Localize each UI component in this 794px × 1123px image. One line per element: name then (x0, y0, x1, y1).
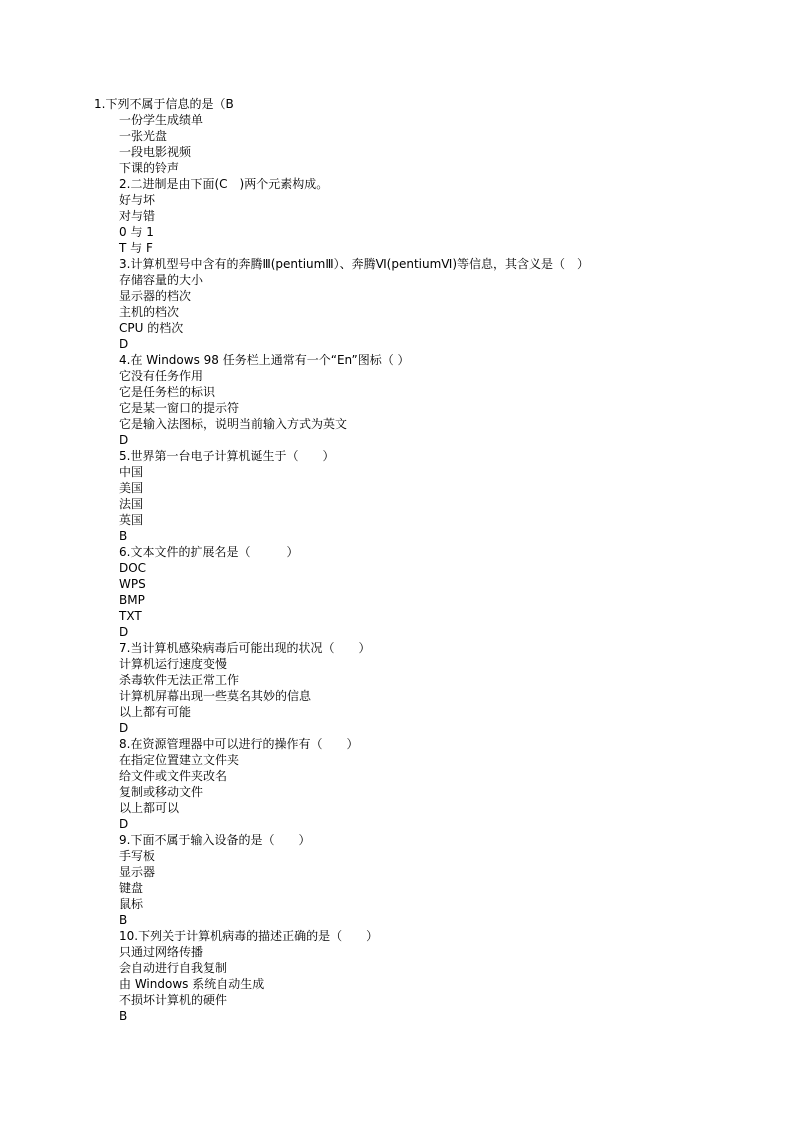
q4-option: 它没有任务作用 (119, 369, 204, 383)
q6-option: BMP (119, 593, 145, 607)
q10-stem: 10.下列关于计算机病毒的描述正确的是（ ） (119, 929, 379, 943)
q2-option: 0 与 1 (119, 225, 154, 239)
q9-option: 显示器 (119, 865, 156, 879)
q8-option: 给文件或文件夹改名 (119, 769, 228, 783)
q5-answer: B (119, 529, 128, 543)
q1-option: 一段电影视频 (119, 145, 192, 159)
q4-option: 它是输入法图标，说明当前输入方式为英文 (119, 417, 348, 431)
q3-option: 存储容量的大小 (119, 273, 204, 287)
q3-option: 主机的档次 (119, 305, 180, 319)
q6-option: DOC (119, 561, 147, 575)
q3-option: CPU 的档次 (119, 321, 184, 335)
q1-option: 一张光盘 (119, 129, 168, 143)
q7-answer: D (119, 721, 129, 735)
q7-option: 杀毒软件无法正常工作 (119, 673, 240, 687)
q4-option: 它是某一窗口的提示符 (119, 401, 240, 415)
q5-option: 美国 (119, 481, 144, 495)
q7-option: 以上都有可能 (119, 705, 192, 719)
q9-option: 鼠标 (119, 897, 144, 911)
q10-option: 由 Windows 系统自动生成 (119, 977, 265, 991)
q10-option: 会自动进行自我复制 (119, 961, 228, 975)
q6-stem: 6.文本文件的扩展名是（ ） (119, 545, 299, 559)
q9-stem: 9.下面不属于输入设备的是（ ） (119, 833, 311, 847)
q9-option: 手写板 (119, 849, 156, 863)
q2-option: T 与 F (119, 241, 153, 255)
q10-option: 不损坏计算机的硬件 (119, 993, 228, 1007)
q8-answer: D (119, 817, 129, 831)
q2-option: 对与错 (119, 209, 156, 223)
q4-answer: D (119, 433, 129, 447)
q6-option: TXT (119, 609, 142, 623)
q8-option: 在指定位置建立文件夹 (119, 753, 240, 767)
q7-stem: 7.当计算机感染病毒后可能出现的状况（ ） (119, 641, 371, 655)
q3-answer: D (119, 337, 129, 351)
q5-option: 中国 (119, 465, 144, 479)
q2-stem: 2.二进制是由下面(C )两个元素构成。 (119, 177, 329, 191)
q1-option: 下课的铃声 (119, 161, 180, 175)
q5-option: 英国 (119, 513, 144, 527)
q3-stem: 3.计算机型号中含有的奔腾Ⅲ(pentiumⅢ）、奔腾Ⅵ(pentiumⅥ)等信息，其含义是（ ） (119, 257, 590, 271)
q7-option: 计算机屏幕出现一些莫名其妙的信息 (119, 689, 312, 703)
q5-option: 法国 (119, 497, 144, 511)
q1-stem: 1.下列不属于信息的是（B (94, 97, 234, 111)
q9-option: 键盘 (119, 881, 144, 895)
q6-answer: D (119, 625, 129, 639)
q2-option: 好与坏 (119, 193, 156, 207)
q4-stem: 4.在 Windows 98 任务栏上通常有一个“En”图标（ ） (119, 353, 410, 367)
question-list (94, 96, 734, 1024)
q6-option: WPS (119, 577, 146, 591)
q1-option: 一份学生成绩单 (119, 113, 204, 127)
q8-option: 复制或移动文件 (119, 785, 204, 799)
q8-option: 以上都可以 (119, 801, 180, 815)
q8-stem: 8.在资源管理器中可以进行的操作有（ ） (119, 737, 359, 751)
q10-option: 只通过网络传播 (119, 945, 204, 959)
q9-answer: B (119, 913, 128, 927)
q7-option: 计算机运行速度变慢 (119, 657, 228, 671)
q4-option: 它是任务栏的标识 (119, 385, 216, 399)
q10-answer: B (119, 1009, 128, 1023)
q3-option: 显示器的档次 (119, 289, 192, 303)
q5-stem: 5.世界第一台电子计算机诞生于（ ） (119, 449, 335, 463)
